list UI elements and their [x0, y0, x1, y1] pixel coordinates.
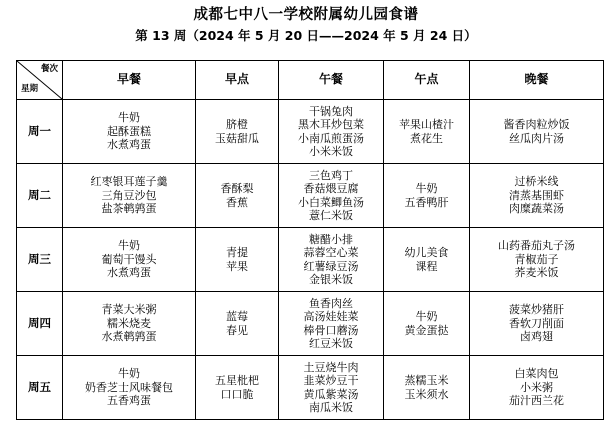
dish-item: 金银米饭: [309, 273, 353, 286]
dish-item: 牛奶: [118, 111, 140, 125]
morning-snack-cell: [196, 228, 279, 292]
breakfast-cell: [63, 100, 196, 164]
dish-item: 水煮鸡蛋: [107, 266, 151, 280]
header-lunch: 午餐: [279, 61, 384, 100]
day-cell: 周五: [17, 356, 63, 420]
day-cell: 周四: [17, 292, 63, 356]
week-subtitle: 第 13 周（2024 年 5 月 20 日——2024 年 5 月 24 日）: [135, 28, 477, 43]
header-afternoon-snack: 午点: [384, 61, 470, 100]
header-row: [17, 61, 604, 100]
breakfast-cell: [63, 356, 196, 420]
dish-item: 香菇煨豆腐: [303, 182, 359, 195]
header-dinner: 晚餐: [470, 61, 604, 100]
dinner-cell: [470, 356, 604, 420]
dish-item: 菠菜炒猪肝: [509, 303, 564, 317]
dish-item: 棒骨口蘑汤: [303, 323, 359, 337]
dish-item: 香酥梨: [220, 182, 254, 195]
day-cell: 周三: [17, 228, 63, 292]
dish-item: 青提: [226, 246, 248, 259]
dish-item: 清蒸基围虾: [509, 188, 564, 202]
dish-item: 高汤娃娃菜: [303, 310, 359, 323]
afternoon-snack-cell: [384, 292, 470, 356]
dish-item: 茄汁西兰花: [509, 394, 564, 408]
table-row: [17, 292, 604, 356]
corner-header-cell: [17, 61, 63, 100]
corner-day-label: 星期: [21, 83, 39, 94]
dish-item: 课程: [415, 259, 438, 273]
corner-meal-label: 餐次: [40, 64, 58, 74]
lunch-cell: [279, 100, 384, 164]
dish-item: 黑木耳炒包菜: [298, 118, 364, 131]
breakfast-cell: [63, 228, 196, 292]
dish-item: 过桥米线: [514, 175, 559, 189]
dish-item: 三色鸡丁: [309, 168, 353, 182]
dish-item: 五香鸭肝: [404, 195, 449, 209]
table-row: [17, 164, 604, 228]
dish-item: 玉菇甜瓜: [215, 131, 259, 145]
day-cell: 周一: [17, 100, 63, 164]
dish-item: 红薯绿豆汤: [303, 259, 359, 273]
day-cell: 周二: [17, 164, 63, 228]
dish-item: 土豆烧牛肉: [303, 360, 359, 374]
dish-item: 山药番茄丸子汤: [498, 239, 575, 253]
dish-item: 香蕉: [226, 195, 248, 209]
breakfast-cell: [63, 292, 196, 356]
dish-item: 青菜大米粥: [101, 303, 157, 317]
dish-item: 小米粥: [520, 380, 553, 394]
afternoon-snack-cell: [384, 228, 470, 292]
menu-body: [17, 100, 604, 420]
dish-item: 牛奶: [118, 367, 140, 381]
lunch-cell: [279, 228, 384, 292]
dish-item: 口口脆: [220, 387, 254, 401]
dinner-cell: [470, 164, 604, 228]
dish-item: 水煮鹌鹑蛋: [101, 330, 157, 344]
header-breakfast: 早餐: [63, 61, 196, 100]
table-row: [17, 100, 604, 164]
dish-item: 蒜蓉空心菜: [303, 246, 359, 259]
dish-item: 黄金蛋挞: [404, 323, 449, 337]
dish-item: 南瓜米饭: [309, 401, 353, 414]
dish-item: 牛奶: [415, 182, 438, 195]
dish-item: 奶香芝士风味餐包: [85, 380, 173, 394]
dish-item: 干锅兔肉: [309, 104, 353, 118]
dish-item: 五星枇杷: [215, 374, 259, 387]
dish-item: 春见: [226, 323, 248, 337]
dish-item: 蒸糯玉米: [404, 374, 449, 387]
dish-item: 玉米须水: [404, 387, 449, 401]
afternoon-snack-cell: [384, 356, 470, 420]
dish-item: 肉糜蔬菜汤: [509, 202, 564, 216]
dish-item: 小南瓜煎蛋汤: [298, 131, 364, 145]
dish-item: 红豆米饭: [309, 337, 353, 350]
dish-item: 蓝莓: [226, 310, 248, 323]
dish-item: 白菜肉包: [514, 367, 559, 381]
morning-snack-cell: [196, 164, 279, 228]
dish-item: 红枣银耳莲子羹: [90, 175, 168, 189]
dish-item: 卤鸡翅: [520, 330, 553, 344]
dish-item: 酱香肉粒炒饭: [503, 118, 570, 131]
table-row: [17, 228, 604, 292]
dish-item: 三角豆沙包: [101, 188, 157, 202]
dinner-cell: [470, 228, 604, 292]
lunch-cell: [279, 356, 384, 420]
dish-item: 幼儿美食: [404, 246, 449, 259]
dish-item: 小白菜鲫鱼汤: [298, 195, 364, 209]
dinner-cell: [470, 292, 604, 356]
morning-snack-cell: [196, 292, 279, 356]
morning-snack-cell: [196, 356, 279, 420]
menu-table: [16, 60, 604, 420]
dish-item: 起酥蛋糕: [107, 124, 151, 138]
dish-item: 苹果山楂汁: [399, 118, 454, 131]
dish-item: 牛奶: [118, 239, 140, 253]
dish-item: 水煮鸡蛋: [107, 138, 151, 152]
breakfast-cell: [63, 164, 196, 228]
morning-snack-cell: [196, 100, 279, 164]
dish-item: 薏仁米饭: [309, 209, 353, 222]
dish-item: 青椒茄子: [514, 252, 559, 266]
dish-item: 小米米饭: [309, 145, 353, 158]
dish-item: 荞麦米饭: [514, 266, 559, 280]
dish-item: 盐茶鹌鹑蛋: [101, 202, 157, 216]
table-row: [17, 356, 604, 420]
dish-item: 香软刀削面: [509, 316, 564, 330]
afternoon-snack-cell: [384, 164, 470, 228]
dinner-cell: [470, 100, 604, 164]
dish-item: 五香鸡蛋: [107, 394, 151, 408]
dish-item: 苹果: [226, 259, 248, 273]
lunch-cell: [279, 164, 384, 228]
lunch-cell: [279, 292, 384, 356]
dish-item: 牛奶: [415, 310, 438, 323]
dish-item: 黄瓜紫菜汤: [303, 387, 359, 401]
dish-item: 糖醋小排: [309, 232, 353, 246]
dish-item: 鱼香肉丝: [309, 296, 353, 310]
page-title: 成都七中八一学校附属幼儿园食谱: [193, 7, 419, 23]
dish-item: 葡萄干馒头: [101, 252, 157, 266]
dish-item: 丝瓜肉片汤: [509, 131, 564, 145]
afternoon-snack-cell: [384, 100, 470, 164]
dish-item: 韭菜炒豆干: [303, 374, 359, 387]
dish-item: 煮花生: [410, 131, 443, 145]
dish-item: 脐橙: [226, 118, 248, 131]
header-morning-snack: 早点: [196, 61, 279, 100]
dish-item: 糯米烧麦: [107, 316, 151, 330]
